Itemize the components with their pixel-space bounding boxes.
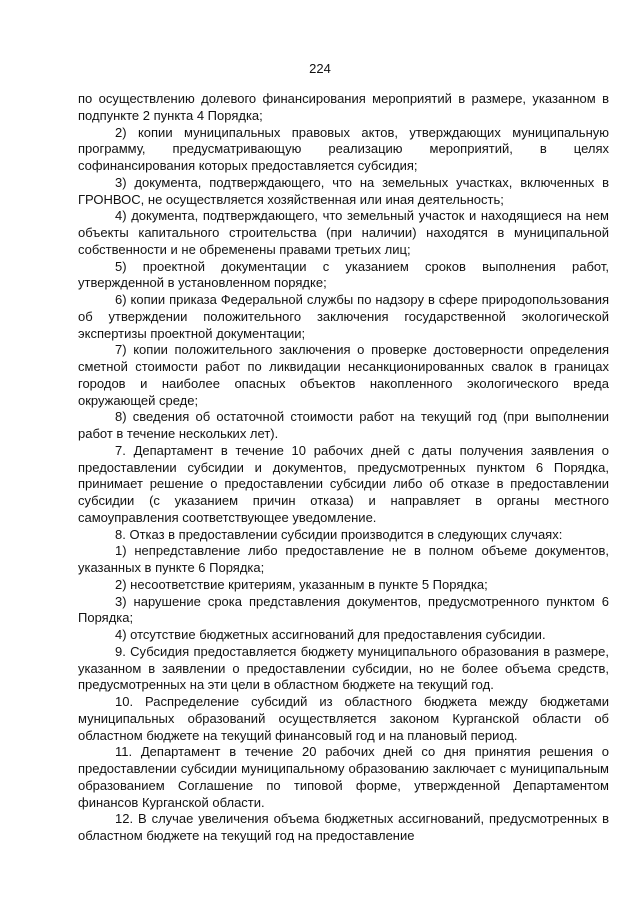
document-body [78,91,609,845]
clause-8: 8. Отказ в предоставлении субсидии производится в следующих случаях: [115,526,563,542]
refusal-item-3: 3) нарушение срока представления документов, предусмотренного пунктом 6 Порядка; [78,593,609,626]
clause-12: 12. В случае увеличения объема бюджетных ассигнований, предусмотренных в областном бюджете на текущий год на предоставление [78,811,609,843]
clause-7: 7. Департамент в течение 10 рабочих дней с даты получения заявления о предоставлении субсидии и документов, предусмотренных пунктом 6 Порядка, принимает решение о предоставлении субсидии либо об отказе в предоставлении субсидии (с указанием причин отказа) и направляет в органы местного самоуправления соответствующее уведомление. [78,442,609,525]
list-item-8: 8) сведения об остаточной стоимости работ на текущий год (при выполнении работ в течение нескольких лет). [78,409,609,441]
list-item-7: 7) копии положительного заключения о проверке достоверности определения сметной стоимости работ по ликвидации несанкционированных свалок в границах городов и наиболее опасных объектов накопленного экологического вреда окружающей среде; [78,342,609,408]
page-number: 224 [309,61,331,76]
refusal-item-4: 4) отсутствие бюджетных ассигнований для предоставления субсидии. [115,627,546,642]
list-item-2: 2) копии муниципальных правовых актов, утверждающих муниципальную программу, предусматривающую реализацию мероприятий, в целях софинансирования которых предоставляется субсидия; [78,124,609,173]
list-item-4: 4) документа, подтверждающего, что земельный участок и находящиеся на нем объекты капитального строительства (при наличии) находятся в муниципальной собственности и не обременены правами третьих лиц; [78,208,609,257]
list-item-5: 5) проектной документации с указанием сроков выполнения работ, утвержденной в установленном порядке; [78,258,609,291]
clause-11: 11. Департамент в течение 20 рабочих дней со дня принятия решения о предоставлении субсидии муниципальному образованию заключает с муниципальным образованием Соглашение по типовой форме, утвержденной Департаментом финансов Курганской области. [78,744,609,810]
clause-10: 10. Распределение субсидий из областного бюджета между бюджетами муниципальных образований осуществляется законом Курганской области об областном бюджете на текущий финансовый год и на плановый период. [78,694,609,743]
list-item-6: 6) копии приказа Федеральной службы по надзору в сфере природопользования об утверждении положительного заключения государственной экологической экспертизы проектной документации; [78,292,609,341]
refusal-item-1: 1) непредставление либо предоставление не в полном объеме документов, указанных в пункте 6 Порядка; [78,543,609,575]
clause-9: 9. Субсидия предоставляется бюджету муниципального образования в размере, указанном в заявлении о предоставлении субсидии, но не более объема средств, предусмотренных на эти цели в областном бюджете на текущий год. [78,643,609,693]
list-item-3: 3) документа, подтверждающего, что на земельных участках, включенных в ГРОНВОС, не осуществляется хозяйственная или иная деятельность; [78,174,609,207]
paragraph-continuation: по осуществлению долевого финансирования мероприятий в размере, указанном в подпункте 2 пункта 4 Порядка; [78,91,609,123]
refusal-item-2: 2) несоответствие критериям, указанным в пункте 5 Порядка; [115,576,488,592]
